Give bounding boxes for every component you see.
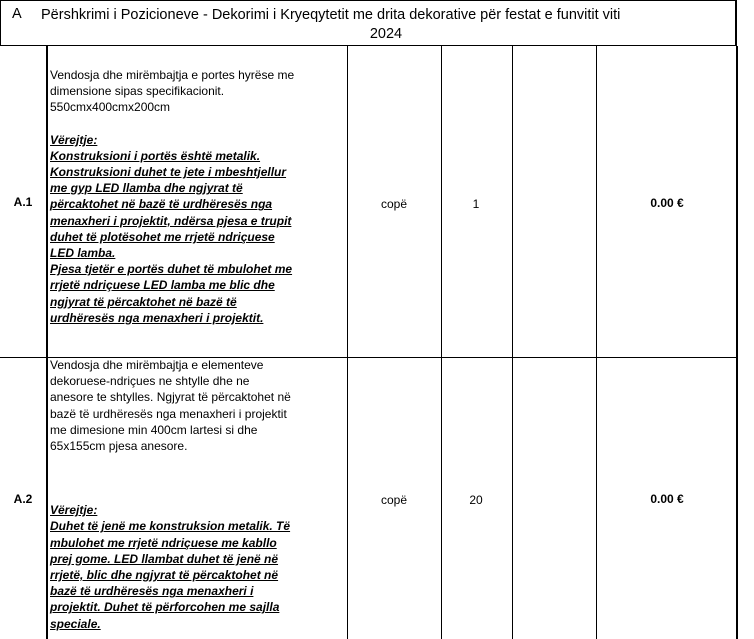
note-line: LED lamba. bbox=[50, 246, 116, 261]
description-line: Vendosja dhe mirëmbajtja e elementeve bbox=[50, 358, 264, 372]
grid-line bbox=[46, 46, 48, 639]
description-line: Vendosja dhe mirëmbajtja e portes hyrëse me bbox=[50, 68, 295, 82]
note-line: Konstruksioni i portës është metalik. bbox=[50, 148, 261, 163]
note-line: menaxheri i projektit, ndërsa pjesa e trupit bbox=[50, 213, 292, 228]
row-quantity: 1 bbox=[472, 197, 480, 211]
grid-line bbox=[441, 46, 442, 639]
section-title bbox=[41, 6, 731, 44]
note-line: mbulohet me rrjetë ndriçuese me kabllo bbox=[50, 535, 277, 550]
description-line: 550cmx400cmx200cm bbox=[50, 100, 171, 115]
grid-line bbox=[512, 46, 513, 639]
note-line: Duhet të jenë me konstruksion metalik. Të bbox=[50, 519, 291, 534]
note-line: urdhëresës nga menaxheri i projektit. bbox=[50, 310, 264, 325]
note-line: projektit. Duhet të përforcohen me sajlla bbox=[50, 600, 280, 615]
note-line: Konstruksioni duhet te jete i mbeshtjellur bbox=[50, 165, 287, 180]
row-description bbox=[50, 357, 344, 632]
description-line: anesore te shtylles. Ngjyrat të përcaktohet në bbox=[50, 390, 291, 405]
row-id: A.2 bbox=[13, 492, 33, 506]
description-line: dimensione sipas specifikacionit. bbox=[50, 84, 225, 99]
section-title-line2: 2024 bbox=[369, 26, 403, 42]
note-line: Pjesa tjetër e portës duhet të mbulohet me bbox=[50, 262, 293, 277]
note-heading: Vërejtje: bbox=[50, 132, 98, 147]
description-line: 65x155cm pjesa anesore. bbox=[50, 439, 188, 454]
note-line: rrjetë ndriçuese LED lamba me blic dhe bbox=[50, 278, 275, 293]
note-line: me gyp LED llamba dhe ngjyrat të bbox=[50, 181, 243, 196]
grid-line bbox=[596, 46, 597, 639]
section-letter: A bbox=[12, 6, 22, 22]
note-line: bazë të urdhëresës nga menaxheri i bbox=[50, 584, 254, 599]
note-line: speciale. bbox=[50, 616, 101, 631]
section-header bbox=[0, 0, 737, 46]
description-line: bazë të urdhëresës nga menaxheri i projektit bbox=[50, 406, 287, 421]
note-line: rrjetë, blic dhe ngjyrat të përcaktohet në bbox=[50, 568, 279, 583]
description-line: me dimesione min 400cm lartesi si dhe bbox=[50, 422, 258, 437]
grid-line bbox=[347, 46, 348, 639]
row-description bbox=[50, 67, 344, 326]
row-id: A.1 bbox=[13, 195, 33, 209]
row-unit: copë bbox=[380, 197, 408, 211]
note-line: ngjyrat të përcaktohet në bazë të bbox=[50, 294, 237, 309]
description-line: dekoruese-ndriçues ne shtylle dhe ne bbox=[50, 374, 250, 389]
row-total: 0.00 € bbox=[650, 492, 684, 506]
row-unit: copë bbox=[380, 493, 408, 507]
note-line: prej gome. LED llambat duhet të jenë në bbox=[50, 551, 279, 566]
grid-line bbox=[736, 46, 738, 639]
row-total: 0.00 € bbox=[650, 196, 684, 210]
section-title-line1: Përshkrimi i Pozicioneve - Dekorimi i Kryeqytetit me drita dekorative për festat e funvitit viti bbox=[41, 7, 621, 23]
note-line: duhet të plotësohet me rrjetë ndriçuese bbox=[50, 229, 275, 244]
note-heading: Vërejtje: bbox=[50, 503, 98, 518]
note-line: përcaktohet në bazë të urdhëresës nga bbox=[50, 197, 273, 212]
row-quantity: 20 bbox=[469, 493, 483, 507]
